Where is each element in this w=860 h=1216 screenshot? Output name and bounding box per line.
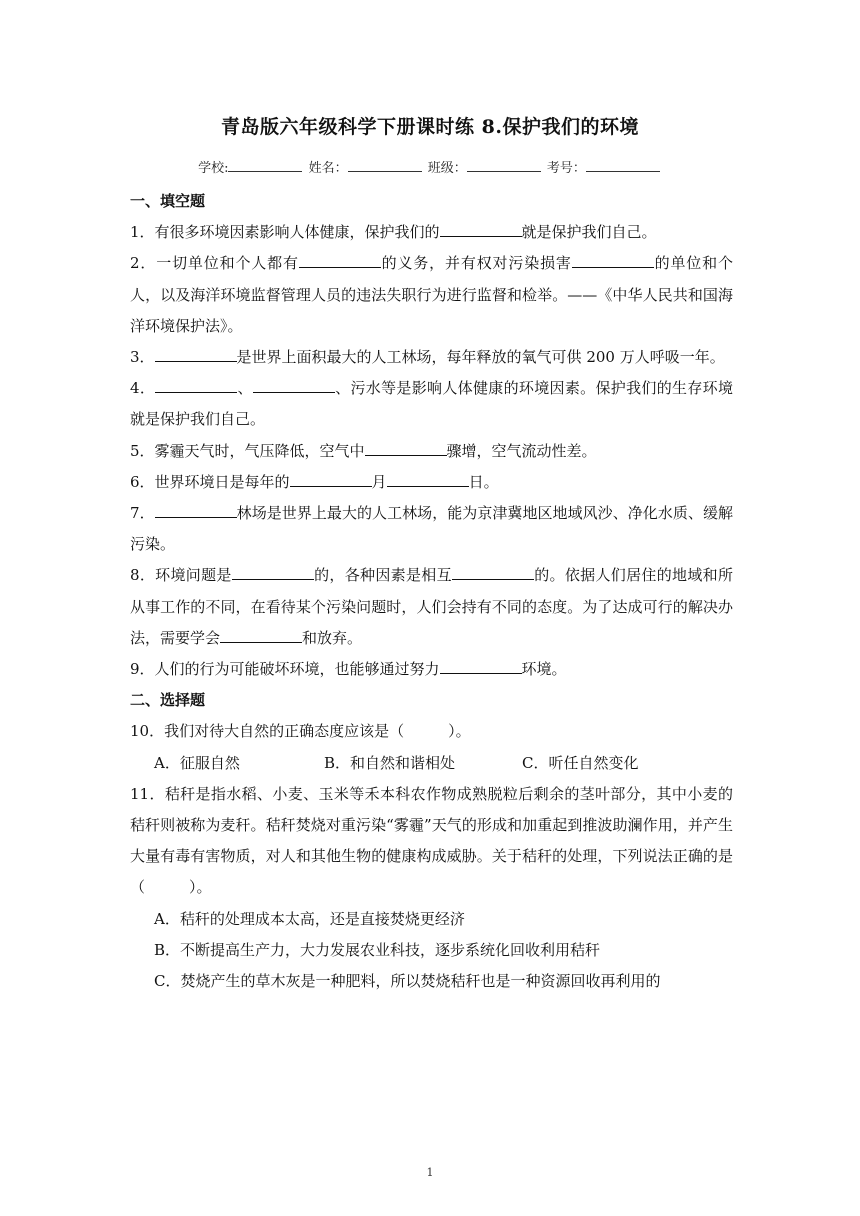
- q10-option-b[interactable]: B．和自然和谐相处: [324, 753, 456, 772]
- q6-text-a: 6．世界环境日是每年的: [130, 472, 290, 491]
- q4-blank-2[interactable]: [253, 376, 335, 393]
- q2-blank-2[interactable]: [572, 251, 654, 268]
- section-fill-in-title: 一、填空题: [130, 192, 206, 210]
- question-7: [130, 498, 733, 560]
- page-title: 青岛版六年级科学下册课时练 8.保护我们的环境: [221, 116, 639, 138]
- q8-blank-3[interactable]: [220, 626, 302, 643]
- q9-blank-1[interactable]: [440, 657, 522, 674]
- q11-option-c[interactable]: C．焚烧产生的草木灰是一种肥料，所以焚烧秸秆也是一种资源回收再利用的: [154, 972, 661, 991]
- class-label: 班级：: [427, 161, 467, 176]
- q1-blank-1[interactable]: [440, 220, 522, 237]
- q4-text-b: 、污水等是影响人体健康的环境因素。保护我们的生存环境就是保护我们自己。: [130, 379, 733, 429]
- school-blank[interactable]: [228, 159, 302, 172]
- q8-blank-2[interactable]: [452, 563, 534, 580]
- q9-text-b: 环境。: [521, 660, 567, 679]
- name-label: 姓名：: [308, 161, 348, 176]
- q4-separator: 、: [237, 379, 253, 398]
- q5-blank-1[interactable]: [365, 439, 447, 456]
- q3-blank-1[interactable]: [155, 345, 237, 362]
- question-3: [130, 342, 733, 373]
- q8-text-c: 的。依据人们居住的地域和所从事工作的不同，在看待某个污染问题时，人们会持有不同的态度。为了达成可行的解决办法，需要学会: [130, 566, 733, 647]
- q10-option-c[interactable]: C．听任自然变化: [522, 753, 639, 772]
- q4-blank-1[interactable]: [155, 376, 237, 393]
- question-content: [130, 186, 733, 997]
- question-9: [130, 654, 733, 685]
- q8-text-d: 和放弃。: [302, 628, 363, 647]
- q1-text-a: 1．有很多环境因素影响人体健康，保护我们的: [130, 223, 440, 242]
- section-choice-title: 二、选择题: [130, 691, 206, 710]
- q7-blank-1[interactable]: [155, 501, 237, 518]
- class-blank[interactable]: [467, 159, 541, 172]
- question-1: [130, 217, 733, 248]
- q2-text-c: 的单位和个人，以及海洋环境监督管理人员的违法失职行为进行监督和检举。——《中华人民共和国海洋环境保护法》。: [130, 254, 733, 335]
- q7-text-a: 7．: [130, 504, 155, 523]
- question-2: [130, 248, 733, 342]
- student-info-line: [0, 157, 860, 176]
- q8-blank-1[interactable]: [232, 563, 314, 580]
- q2-blank-1[interactable]: [299, 251, 381, 268]
- question-4: [130, 373, 733, 435]
- q3-text-b: 是世界上面积最大的人工林场，每年释放的氧气可供 200 万人呼吸一年。: [236, 348, 725, 367]
- q6-text-b: 月: [371, 472, 387, 491]
- question-6: [130, 467, 733, 498]
- question-11: [130, 779, 733, 904]
- q8-text-b: 的，各种因素是相互: [313, 566, 452, 585]
- q8-text-a: 8．环境问题是: [130, 566, 232, 585]
- page-number: 1: [426, 1166, 434, 1179]
- q6-text-c: 日。: [468, 472, 499, 491]
- q5-text-a: 5．雾霾天气时，气压降低，空气中: [130, 441, 365, 460]
- name-blank[interactable]: [348, 159, 422, 172]
- q11-option-a[interactable]: A．秸秆的处理成本太高，还是直接焚烧更经济: [154, 909, 465, 928]
- question-5: [130, 436, 733, 467]
- q10-options: [130, 748, 733, 779]
- question-10: [130, 716, 733, 747]
- q10-stem-a: 10．我们对待大自然的正确态度应该是（: [130, 722, 405, 741]
- q6-blank-1[interactable]: [290, 470, 372, 487]
- exam-number-label: 考号：: [546, 161, 586, 176]
- q11-option-b[interactable]: B．不断提高生产力，大力发展农业科技，逐步系统化回收利用秸秆: [154, 940, 601, 959]
- question-8: [130, 560, 733, 654]
- school-label: 学校:: [198, 161, 229, 176]
- q10-stem-b: ）。: [448, 722, 471, 741]
- q2-text-a: 2．一切单位和个人都有: [130, 254, 299, 273]
- exam-number-blank[interactable]: [586, 159, 660, 172]
- q11-stem-b: ）。: [189, 878, 212, 897]
- q2-text-b: 的义务，并有权对污染损害: [380, 254, 572, 273]
- q6-blank-2[interactable]: [387, 470, 469, 487]
- q9-text-a: 9．人们的行为可能破坏环境，也能够通过努力: [130, 660, 440, 679]
- q7-text-b: 林场是世界上最大的人工林场，能为京津冀地区地域风沙、净化水质、缓解污染。: [130, 504, 733, 554]
- q4-text-a: 4．: [130, 379, 156, 398]
- q1-text-b: 就是保护我们自己。: [521, 223, 657, 242]
- q3-text-a: 3．: [130, 348, 155, 367]
- q5-text-b: 骤增，空气流动性差。: [446, 441, 597, 460]
- q11-stem-a: 11．秸秆是指水稻、小麦、玉米等禾本科农作物成熟脱粒后剩余的茎叶部分，其中小麦的秸秆则被称为麦秆。秸秆焚烧对重污染“雾霾”天气的形成和加重起到推波助澜作用，并产生大量有毒有害物质，对人和其他生物的健康构成威胁。关于秸秆的处理，下列说法正确的是（: [130, 784, 733, 897]
- q10-option-a[interactable]: A．征服自然: [154, 753, 240, 772]
